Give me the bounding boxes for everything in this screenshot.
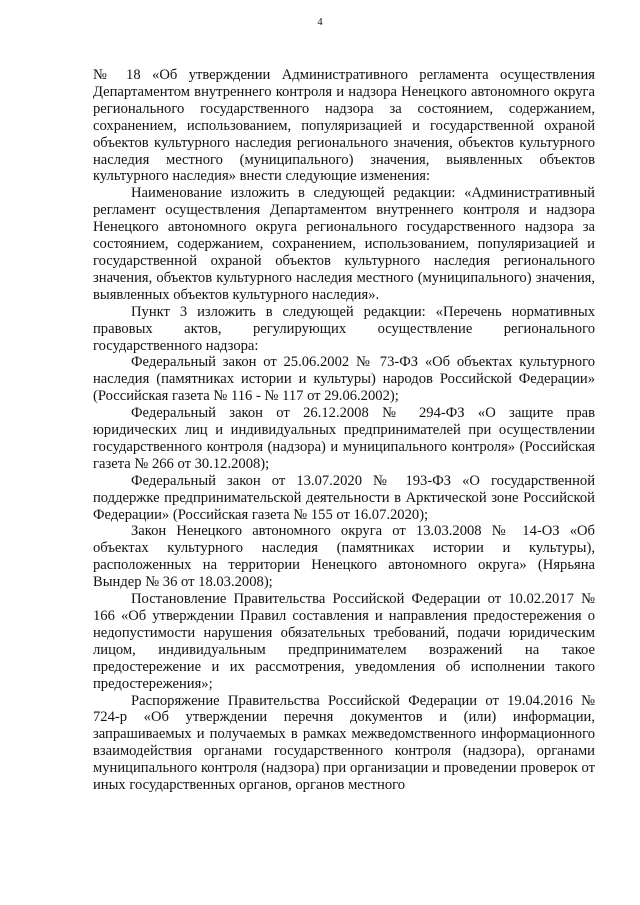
page-number: 4 bbox=[317, 17, 323, 28]
document-body bbox=[93, 67, 595, 794]
paragraph: Закон Ненецкого автономного округа от 13.03.2008 № 14-ОЗ «Об объектах культурного наследия (памятниках истории и культуры), расположенных на территории Ненецкого автономного округа» (Нярьяна Вындер № 36 от 18.03.2008); bbox=[93, 523, 595, 591]
paragraph: Федеральный закон от 25.06.2002 № 73-ФЗ «Об объектах культурного наследия (памятниках истории и культуры) народов Российской Федерации» (Российская газета № 116 - № 117 от 29.06.2002); bbox=[93, 354, 595, 405]
paragraph: Федеральный закон от 26.12.2008 № 294-ФЗ «О защите прав юридических лиц и индивидуальных предпринимателей при осуществлении государственного контроля (надзора) и муниципального контроля» (Российская газета № 266 от 30.12.2008); bbox=[93, 405, 595, 472]
paragraph: Постановление Правительства Российской Федерации от 10.02.2017 № 166 «Об утверждении Правил составления и направления предостережения о недопустимости нарушения обязательных требований, подачи юридическим лицом, индивидуальным предпринимателем возражений на такое предостережение и их рассмотрения, уведомления об исполнении такого предостережения»; bbox=[93, 591, 595, 692]
paragraph: № 18 «Об утверждении Административного регламента осуществления Департаментом внутреннего контроля и надзора Ненецкого автономного округа регионального государственного надзора за состоянием, содержанием, сохранением, использованием, популяризацией и государственной охраной объектов культурного наследия регионального значения, объектов культурного наследия местного (муниципального) значения, выявленных объектов культурного наследия» внести следующие изменения: bbox=[93, 67, 595, 185]
paragraph: Пункт 3 изложить в следующей редакции: «Перечень нормативных правовых актов, регулирующих осуществление регионального государственного надзора: bbox=[93, 303, 595, 354]
paragraph: Распоряжение Правительства Российской Федерации от 19.04.2016 № 724-р «Об утверждении перечня документов и (или) информации, запрашиваемых и получаемых в рамках межведомственного информационного взаимодействия органами государственного контроля (надзора), органами муниципального контроля (надзора) при организации и проведении проверок от иных государственных органов, органов местного bbox=[93, 692, 595, 794]
paragraph: Федеральный закон от 13.07.2020 № 193-ФЗ «О государственной поддержке предпринимательской деятельности в Арктической зоне Российской Федерации» (Российская газета № 155 от 16.07.2020); bbox=[93, 472, 595, 523]
paragraph: Наименование изложить в следующей редакции: «Административный регламент осуществления Департаментом внутреннего контроля и надзора Ненецкого автономного округа регионального государственного надзора за состоянием, содержанием, сохранением, использованием, популяризацией и государственной охраной объектов культурного наследия регионального значения, объектов культурного наследия местного (муниципального) значения, выявленных объектов культурного наследия». bbox=[93, 185, 595, 303]
